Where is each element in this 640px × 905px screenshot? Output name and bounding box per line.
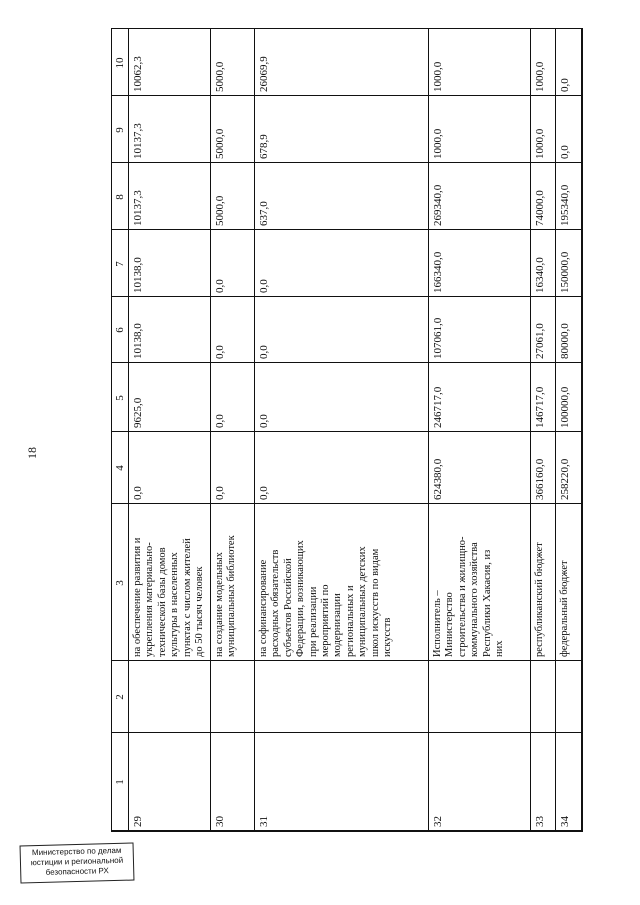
cell-value: 0,0 (258, 486, 270, 500)
table-cell (556, 163, 582, 230)
cell-text (534, 508, 546, 657)
stamp-line: юстиции и региональной (30, 855, 124, 868)
table-grid (112, 29, 582, 831)
cell-value: 10138,0 (132, 323, 144, 359)
table-cell (211, 96, 255, 163)
column-header-label: 9 (114, 126, 126, 133)
table-cell (429, 297, 531, 363)
table-cell (429, 504, 531, 661)
row-number: 29 (132, 816, 144, 827)
cell-text (214, 508, 239, 657)
column-header-label: 1 (114, 779, 126, 785)
cell-text-line: на обеспечение развития и (132, 537, 143, 657)
table-cell (129, 230, 211, 297)
column-header-label: 3 (114, 579, 126, 586)
cell-value: 637,0 (258, 201, 270, 226)
table-cell (556, 230, 582, 297)
stamp-line: Министерство по делам (31, 845, 122, 858)
table-cell (129, 96, 211, 163)
cell-text-line: на создание модельных (214, 552, 225, 657)
table-cell (129, 504, 211, 661)
cell-text-line: Министерство (444, 592, 456, 657)
cell-value: 0,0 (559, 78, 571, 92)
table-cell (211, 163, 255, 230)
stamp-line: безопасности РХ (45, 866, 109, 877)
cell-value: 5000,0 (214, 195, 226, 226)
table-cell (531, 96, 556, 163)
table-cell (556, 29, 582, 96)
table-cell (429, 363, 531, 432)
table-cell (255, 504, 429, 661)
cell-value: 10138,0 (132, 257, 144, 293)
table-cell (211, 432, 255, 504)
cell-value: 100000,0 (559, 386, 571, 428)
cell-text-line: искусств (382, 617, 394, 657)
cell-value: 0,0 (132, 486, 144, 500)
cell-text-line: муниципальных библиотек (226, 535, 238, 657)
row-number: 34 (559, 816, 571, 827)
cell-value: 166340,0 (432, 251, 444, 293)
table-cell (556, 363, 582, 432)
table-cell (531, 230, 556, 297)
column-header (112, 504, 129, 661)
table-cell (429, 661, 531, 733)
column-header (112, 363, 129, 432)
cell-value: 0,0 (258, 345, 270, 359)
table-cell (556, 504, 582, 661)
table-cell (255, 432, 429, 504)
table-cell (531, 661, 556, 733)
cell-value: 246717,0 (432, 386, 444, 428)
cell-text-line: укрепления материально- (144, 542, 156, 657)
cell-text-line: субъектов Российской (282, 558, 294, 657)
column-header (112, 163, 129, 230)
cell-text (559, 508, 571, 657)
budget-table (111, 28, 583, 832)
table-cell (129, 432, 211, 504)
cell-value: 258220,0 (559, 458, 571, 500)
cell-value: 80000,0 (559, 323, 571, 359)
cell-value: 0,0 (214, 279, 226, 293)
cell-text (132, 508, 206, 657)
table-cell (429, 96, 531, 163)
row-number: 32 (432, 816, 444, 827)
table-cell (255, 297, 429, 363)
cell-value: 1000,0 (432, 61, 444, 92)
cell-text-line: муниципальных детских (357, 546, 369, 657)
cell-value: 195340,0 (559, 184, 571, 226)
table-cell (255, 96, 429, 163)
table-cell (531, 733, 556, 831)
table-cell (211, 230, 255, 297)
cell-text-line: них (494, 640, 506, 657)
cell-text-line: республиканский бюджет (534, 542, 545, 657)
table-cell (556, 733, 582, 831)
cell-text-line: региональных и (344, 585, 356, 657)
row-number: 31 (258, 816, 270, 827)
table-cell (531, 29, 556, 96)
column-header (112, 661, 129, 733)
cell-value: 1000,0 (432, 128, 444, 159)
cell-text-line: федеральный бюджет (559, 560, 570, 657)
cell-value: 107061,0 (432, 317, 444, 359)
cell-text (432, 508, 506, 657)
cell-value: 5000,0 (214, 128, 226, 159)
cell-text-line: расходных обязательств (270, 549, 282, 657)
table-cell (531, 163, 556, 230)
row-number: 30 (214, 816, 226, 827)
cell-text-line: коммунального хозяйства (469, 542, 481, 657)
table-cell (556, 432, 582, 504)
table-cell (129, 297, 211, 363)
cell-value: 1000,0 (534, 128, 546, 159)
page-number: 18 (25, 447, 39, 459)
table-cell (255, 733, 429, 831)
column-header-label: 2 (114, 694, 126, 700)
cell-value: 27061,0 (534, 323, 546, 359)
table-cell (255, 163, 429, 230)
cell-value: 9625,0 (132, 397, 144, 428)
table-cell (531, 363, 556, 432)
column-header-label: 4 (114, 465, 126, 471)
cell-text-line: до 50 тысяч человек (194, 566, 206, 657)
table-cell (255, 29, 429, 96)
table-cell (556, 96, 582, 163)
table-cell (531, 432, 556, 504)
table-cell (129, 661, 211, 733)
cell-value: 10062,3 (132, 56, 144, 92)
cell-text-line: культуры в населенных (169, 552, 181, 657)
cell-text-line: на софинансирование (258, 559, 269, 657)
table-cell (211, 661, 255, 733)
table-cell (429, 432, 531, 504)
column-header-label: 6 (114, 327, 126, 333)
column-header-label: 10 (114, 57, 126, 68)
cell-value: 0,0 (258, 279, 270, 293)
table-cell (211, 504, 255, 661)
cell-value: 146717,0 (534, 386, 546, 428)
cell-value: 26069,9 (258, 56, 270, 92)
cell-value: 150000,0 (559, 251, 571, 293)
cell-value: 0,0 (258, 414, 270, 428)
cell-text-line: строительства и жилищно- (456, 536, 468, 657)
row-number: 33 (534, 816, 546, 827)
cell-value: 10137,3 (132, 123, 144, 159)
cell-value: 366160,0 (534, 458, 546, 500)
table-cell (255, 661, 429, 733)
cell-value: 0,0 (559, 145, 571, 159)
cell-value: 624380,0 (432, 458, 444, 500)
cell-value: 74000,0 (534, 190, 546, 226)
table-cell (255, 363, 429, 432)
cell-text-line: школ искусств по видам (369, 548, 381, 657)
cell-value: 0,0 (214, 414, 226, 428)
cell-text-line: технической базы домов (156, 547, 168, 657)
table-cell (556, 297, 582, 363)
cell-value: 10137,3 (132, 190, 144, 226)
column-header (112, 297, 129, 363)
column-header (112, 432, 129, 504)
column-header-label: 8 (114, 193, 126, 200)
cell-text-line: Исполнитель – (432, 590, 443, 657)
registration-stamp (20, 843, 135, 884)
table-cell (129, 733, 211, 831)
column-header (112, 733, 129, 831)
cell-value: 269340,0 (432, 184, 444, 226)
table-cell (556, 661, 582, 733)
cell-value: 0,0 (214, 345, 226, 359)
cell-value: 5000,0 (214, 61, 226, 92)
cell-text-line: при реализации (307, 586, 319, 657)
table-cell (211, 733, 255, 831)
table-cell (429, 29, 531, 96)
column-header (112, 230, 129, 297)
cell-text (258, 508, 394, 657)
cell-value: 0,0 (214, 486, 226, 500)
cell-text-line: мероприятий по (320, 584, 332, 657)
table-cell (255, 230, 429, 297)
table-cell (531, 297, 556, 363)
column-header (112, 29, 129, 96)
cell-value: 16340,0 (534, 257, 546, 293)
table-cell (429, 163, 531, 230)
table-cell (531, 504, 556, 661)
cell-text-line: модернизации (332, 593, 344, 657)
table-cell (129, 363, 211, 432)
table-cell (129, 29, 211, 96)
table-cell (211, 29, 255, 96)
table-cell (429, 733, 531, 831)
column-header (112, 96, 129, 163)
table-cell (129, 163, 211, 230)
column-header-label: 5 (114, 394, 126, 401)
cell-text-line: Федерации, возникающих (295, 540, 307, 657)
cell-value: 678,9 (258, 134, 270, 159)
table-cell (211, 297, 255, 363)
table-cell (429, 230, 531, 297)
cell-value: 1000,0 (534, 61, 546, 92)
cell-text-line: пунктах с числом жителей (181, 538, 193, 657)
column-header-label: 7 (114, 260, 126, 267)
table-cell (211, 363, 255, 432)
cell-text-line: Республики Хакасия, из (481, 549, 493, 657)
